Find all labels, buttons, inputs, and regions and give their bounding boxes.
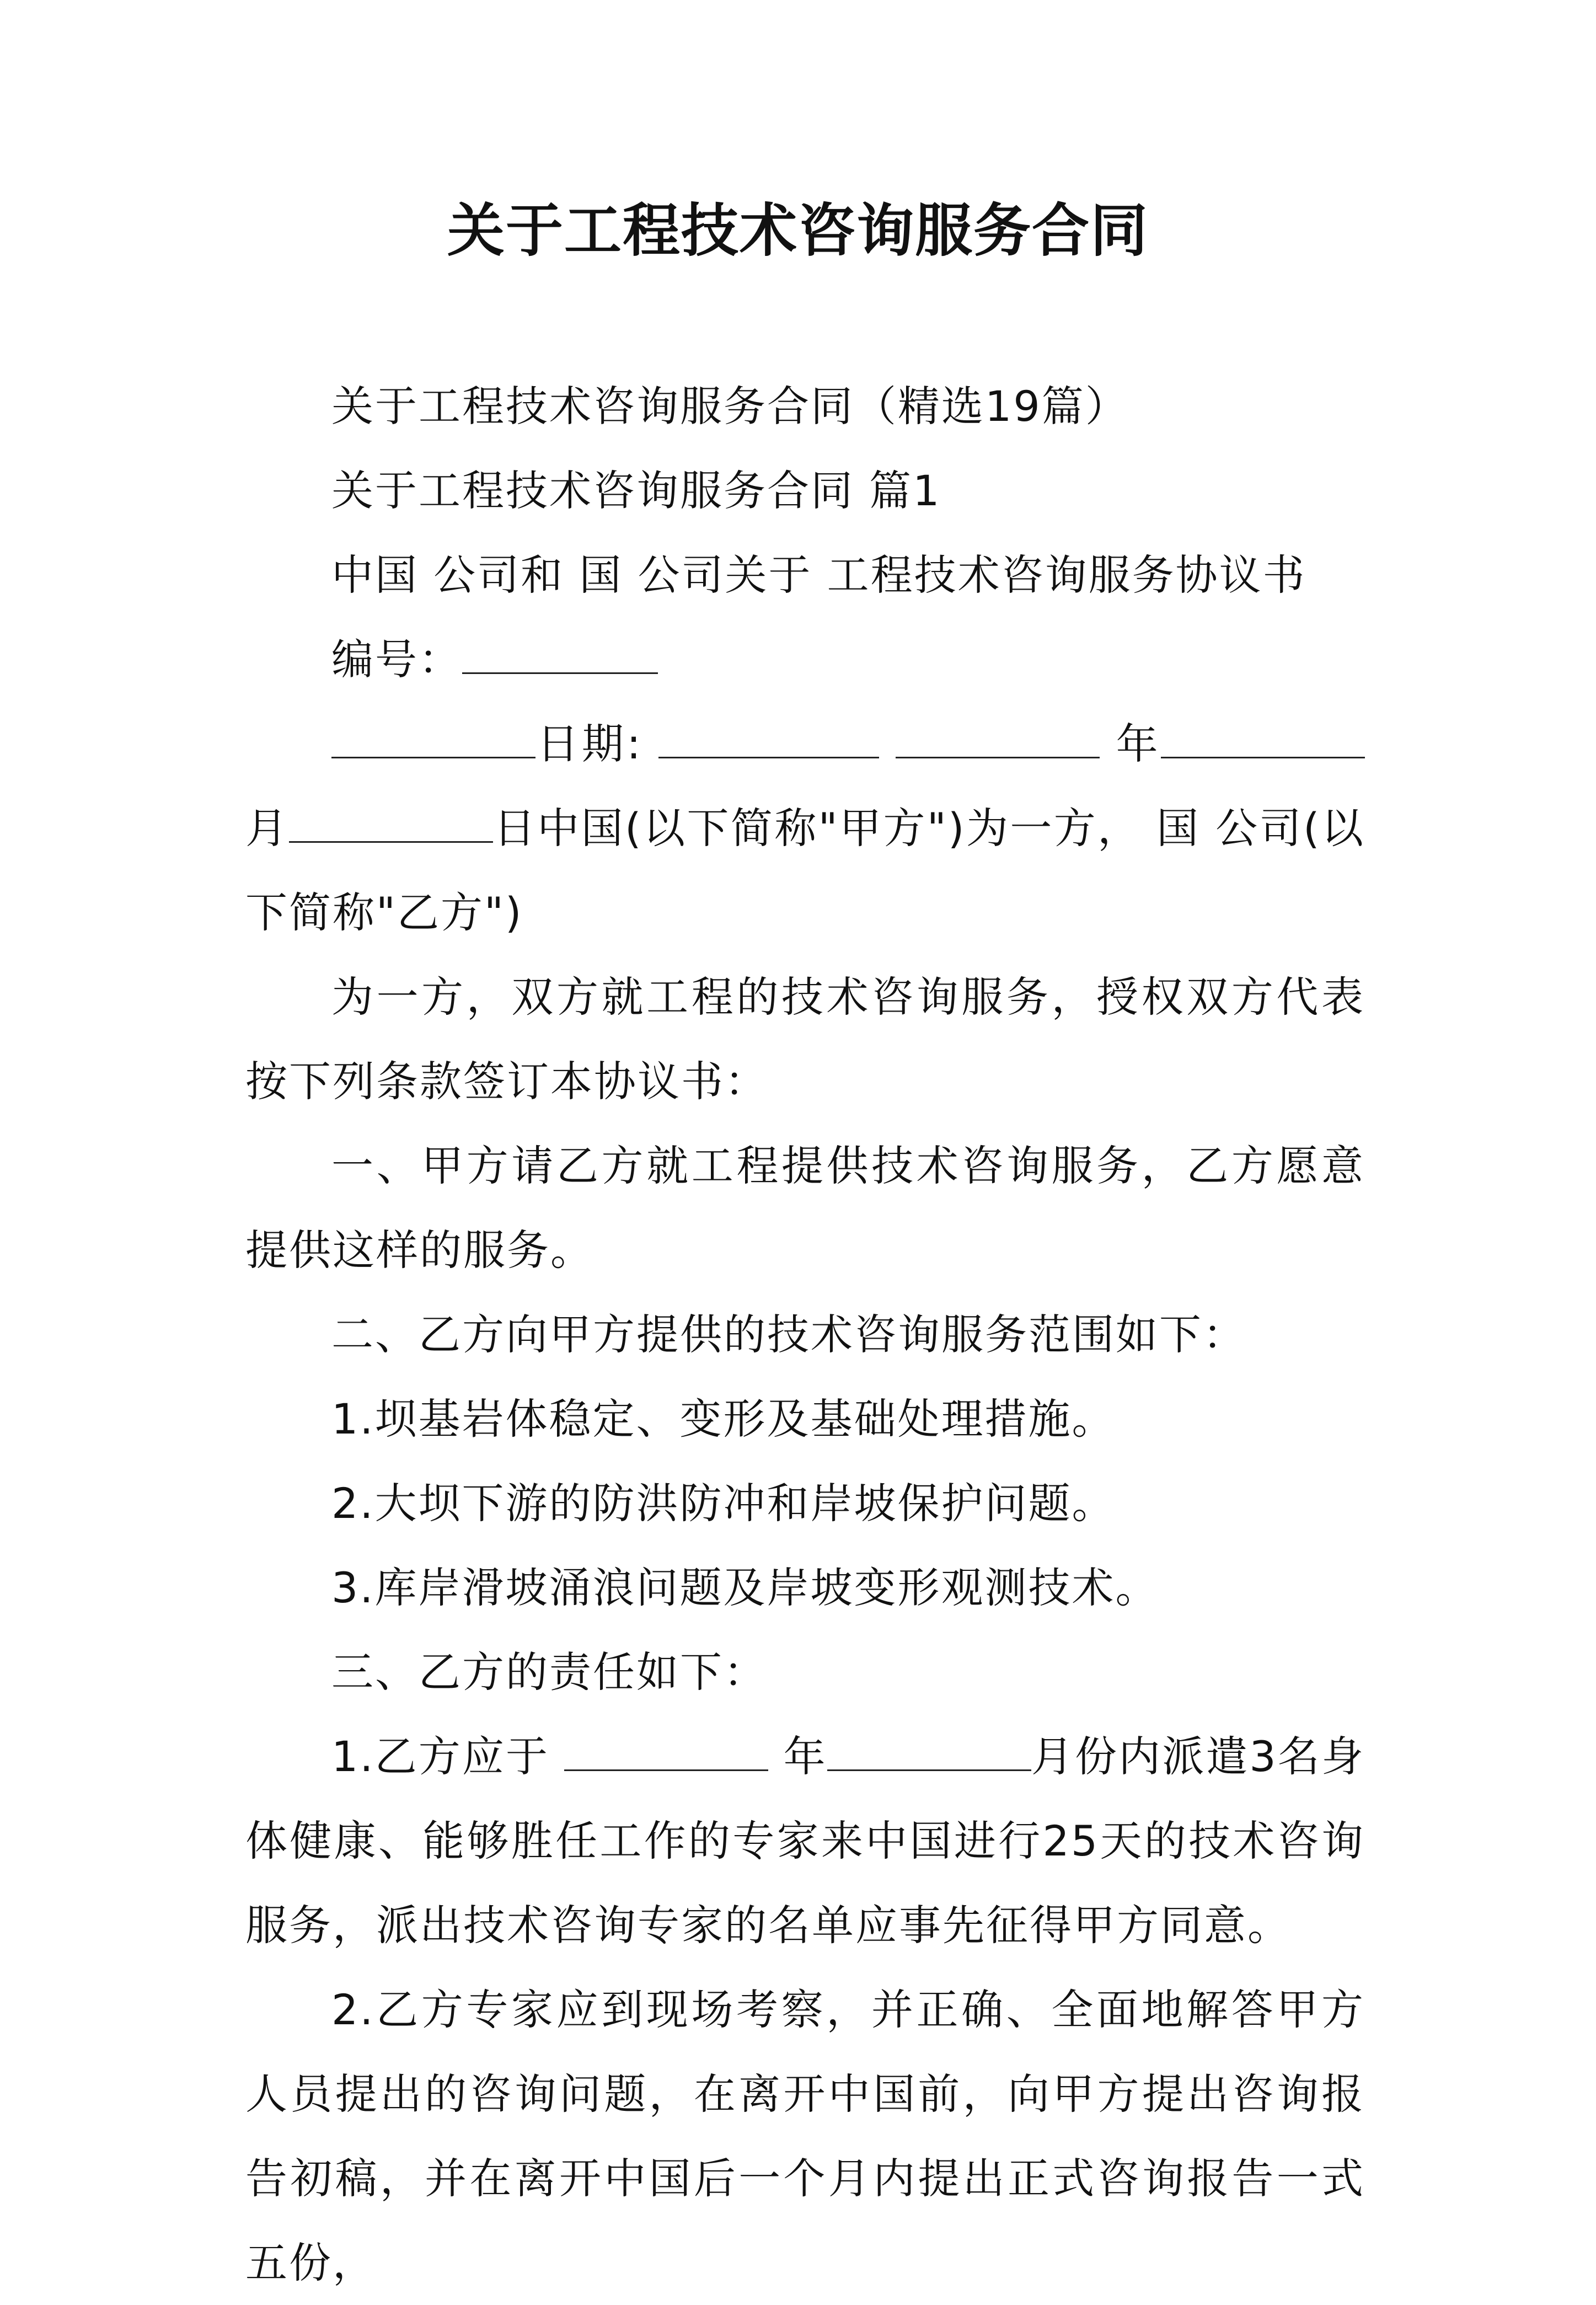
paragraph-item-1: 1.坝基岩体稳定、变形及基础处理措施。 [331,1394,1116,1443]
month-label: 月 [245,804,290,853]
party-intro-text: 日中国(以下简称"甲方")为一方， 国 公司(以下简称"乙方") [245,804,1365,937]
duty-1-start: 1.乙方应于 [331,1732,550,1781]
paragraph-duty-2: 2.乙方专家应到现场考察，并正确、全面地解答甲方人员提出的咨询问题，在离开中国前，向甲方提出咨询报告初稿，并在离开中国后一个月内提出正式咨询报告一式五份， [245,1985,1365,2287]
blank-line [289,803,493,843]
blank-line [827,1731,1031,1771]
blank-line [331,718,535,758]
document-title: 关于工程技术咨询服务合同 [447,196,1149,264]
paragraph-agreement-name: 中国 公司和 国 公司关于 工程技术咨询服务协议书 [331,550,1306,600]
paragraph-item-2: 2.大坝下游的防洪防冲和岸坡保护问题。 [331,1479,1116,1528]
blank-line [896,718,1100,758]
year-label: 年 [1116,719,1161,768]
paragraph-date [245,702,1365,955]
blank-line [1161,718,1365,758]
paragraph-number [245,617,1365,702]
paragraph-subtitle: 关于工程技术咨询服务合同（精选19篇） [331,382,1129,431]
blank-line [658,718,879,758]
blank-line [564,1731,768,1771]
paragraph-clause-3: 三、乙方的责任如下： [331,1648,767,1697]
duty-year-label: 年 [783,1732,827,1781]
paragraph-intro: 为一方，双方就工程的技术咨询服务，授权双方代表按下列条款签订本协议书： [245,972,1365,1106]
document-body [245,364,1365,2305]
paragraph-section-heading: 关于工程技术咨询服务合同 篇1 [331,466,941,515]
paragraph-item-3: 3.库岸滑坡涌浪问题及岸坡变形观测技术。 [331,1563,1159,1612]
number-label: 编号： [331,635,462,684]
date-label: 日期: [535,719,642,768]
duty-1-rest: 月份内派遣3名身体健康、能够胜任工作的专家来中国进行25天的技术咨询服务，派出技术咨询专家的名单应事先征得甲方同意。 [245,1732,1365,1950]
paragraph-clause-2: 二、乙方向甲方提供的技术咨询服务范围如下： [331,1310,1246,1359]
paragraph-duty-1 [245,1714,1365,1967]
paragraph-clause-1: 一、甲方请乙方就工程提供技术咨询服务，乙方愿意提供这样的服务。 [245,1141,1365,1275]
number-blank [462,634,658,674]
